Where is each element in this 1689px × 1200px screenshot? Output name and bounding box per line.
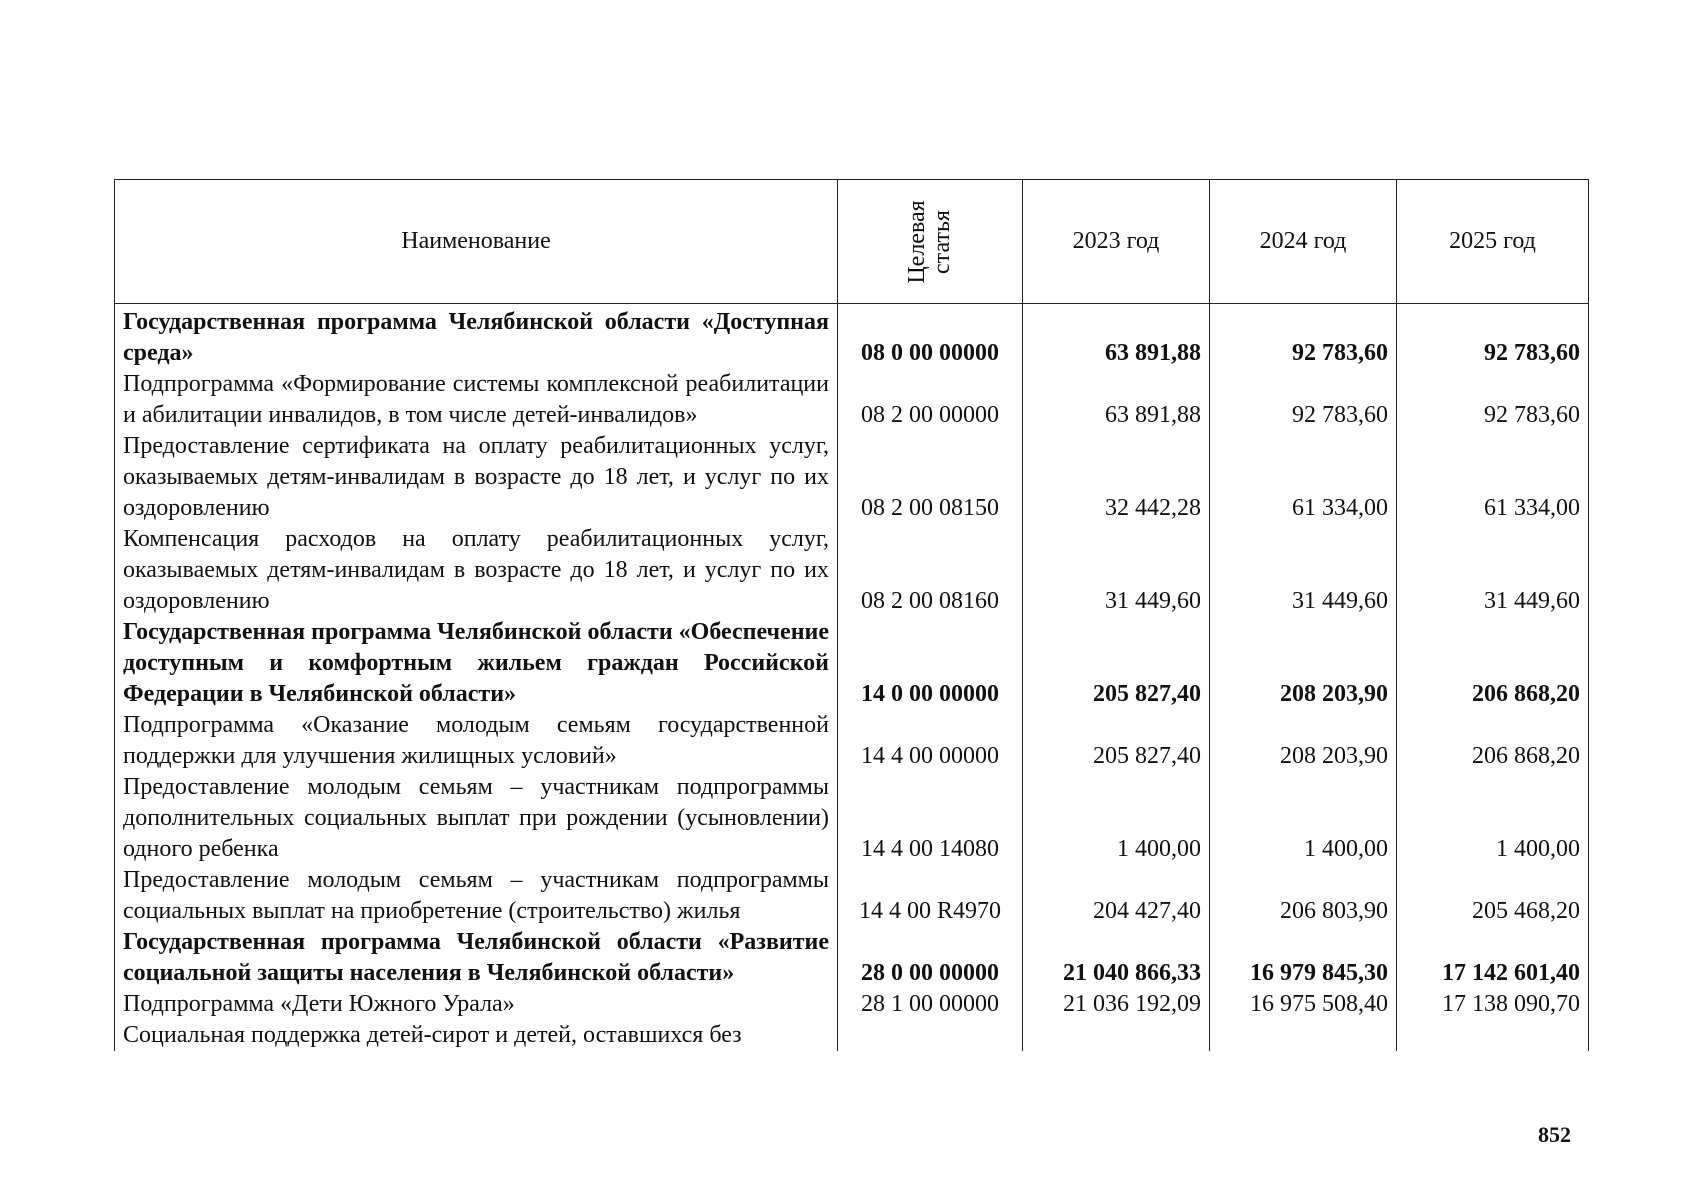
row-amount-2023: 63 891,88 (1023, 304, 1210, 370)
row-amount-2024: 16 975 508,40 (1210, 989, 1397, 1020)
row-amount-2024: 208 203,90 (1210, 617, 1397, 710)
row-name: Подпрограмма «Оказание молодым семьям государственной поддержки для улучшения жилищных условий» (115, 710, 838, 772)
row-amount-2023: 205 827,40 (1023, 617, 1210, 710)
budget-table (114, 179, 1589, 1051)
row-amount-2023: 21 040 866,33 (1023, 927, 1210, 989)
row-amount-2025 (1397, 1020, 1589, 1051)
row-name: Государственная программа Челябинской области «Доступная среда» (115, 304, 838, 370)
row-amount-2025: 205 468,20 (1397, 865, 1589, 927)
row-target-article: 14 0 00 00000 (838, 617, 1023, 710)
row-amount-2025: 1 400,00 (1397, 772, 1589, 865)
row-amount-2025: 17 138 090,70 (1397, 989, 1589, 1020)
table-row (115, 617, 1589, 710)
row-amount-2023: 21 036 192,09 (1023, 989, 1210, 1020)
row-amount-2023: 205 827,40 (1023, 710, 1210, 772)
row-name: Компенсация расходов на оплату реабилитационных услуг, оказываемых детям-инвалидам в возрасте до 18 лет, и услуг по их оздоровлению (115, 524, 838, 617)
header-name: Наименование (115, 180, 838, 304)
row-amount-2025: 206 868,20 (1397, 617, 1589, 710)
row-name: Социальная поддержка детей-сирот и детей, оставшихся без (115, 1020, 838, 1051)
row-name: Государственная программа Челябинской области «Развитие социальной защиты населения в Челябинской области» (115, 927, 838, 989)
row-amount-2025: 31 449,60 (1397, 524, 1589, 617)
row-amount-2024: 92 783,60 (1210, 304, 1397, 370)
row-amount-2024: 206 803,90 (1210, 865, 1397, 927)
row-amount-2025: 92 783,60 (1397, 369, 1589, 431)
table-row (115, 1020, 1589, 1051)
table-row (115, 989, 1589, 1020)
row-target-article: 14 4 00 R4970 (838, 865, 1023, 927)
row-target-article: 28 1 00 00000 (838, 989, 1023, 1020)
header-target-article (838, 180, 1023, 304)
page-number: 852 (1538, 1122, 1571, 1147)
header-2024: 2024 год (1210, 180, 1397, 304)
row-amount-2024: 208 203,90 (1210, 710, 1397, 772)
row-target-article (838, 1020, 1023, 1051)
table-row (115, 304, 1589, 370)
table-body (115, 304, 1589, 1052)
row-amount-2024: 92 783,60 (1210, 369, 1397, 431)
row-target-article: 14 4 00 14080 (838, 772, 1023, 865)
table-header (115, 180, 1589, 304)
table-row (115, 524, 1589, 617)
row-target-article: 08 2 00 08160 (838, 524, 1023, 617)
row-amount-2023: 204 427,40 (1023, 865, 1210, 927)
table-row (115, 710, 1589, 772)
row-name: Государственная программа Челябинской области «Обеспечение доступным и комфортным жильем граждан Российской Федерации в Челябинской области» (115, 617, 838, 710)
header-code-line1: Целевая (904, 199, 930, 284)
row-target-article: 28 0 00 00000 (838, 927, 1023, 989)
row-amount-2025: 206 868,20 (1397, 710, 1589, 772)
row-amount-2024: 16 979 845,30 (1210, 927, 1397, 989)
row-amount-2024 (1210, 1020, 1397, 1051)
table-row (115, 431, 1589, 524)
row-name: Предоставление сертификата на оплату реабилитационных услуг, оказываемых детям-инвалидам в возрасте до 18 лет, и услуг по их оздоровлению (115, 431, 838, 524)
table-row (115, 772, 1589, 865)
row-amount-2025: 17 142 601,40 (1397, 927, 1589, 989)
table-row (115, 927, 1589, 989)
row-amount-2024: 61 334,00 (1210, 431, 1397, 524)
row-amount-2024: 1 400,00 (1210, 772, 1397, 865)
row-target-article: 08 2 00 00000 (838, 369, 1023, 431)
row-name: Предоставление молодым семьям – участникам подпрограммы дополнительных социальных выплат при рождении (усыновлении) одного ребенка (115, 772, 838, 865)
row-name: Подпрограмма «Дети Южного Урала» (115, 989, 838, 1020)
table-row (115, 369, 1589, 431)
header-target-article-label (905, 200, 955, 283)
row-amount-2023: 1 400,00 (1023, 772, 1210, 865)
row-amount-2025: 92 783,60 (1397, 304, 1589, 370)
row-name: Предоставление молодым семьям – участникам подпрограммы социальных выплат на приобретение (строительство) жилья (115, 865, 838, 927)
row-amount-2025: 61 334,00 (1397, 431, 1589, 524)
row-amount-2023 (1023, 1020, 1210, 1051)
row-amount-2023: 31 449,60 (1023, 524, 1210, 617)
header-2025: 2025 год (1397, 180, 1589, 304)
header-row (115, 180, 1589, 304)
row-amount-2023: 32 442,28 (1023, 431, 1210, 524)
row-target-article: 14 4 00 00000 (838, 710, 1023, 772)
row-amount-2023: 63 891,88 (1023, 369, 1210, 431)
header-2023: 2023 год (1023, 180, 1210, 304)
row-amount-2024: 31 449,60 (1210, 524, 1397, 617)
row-name: Подпрограмма «Формирование системы комплексной реабилитации и абилитации инвалидов, в том числе детей-инвалидов» (115, 369, 838, 431)
row-target-article: 08 0 00 00000 (838, 304, 1023, 370)
header-code-line2: статья (929, 209, 955, 274)
table-row (115, 865, 1589, 927)
row-target-article: 08 2 00 08150 (838, 431, 1023, 524)
